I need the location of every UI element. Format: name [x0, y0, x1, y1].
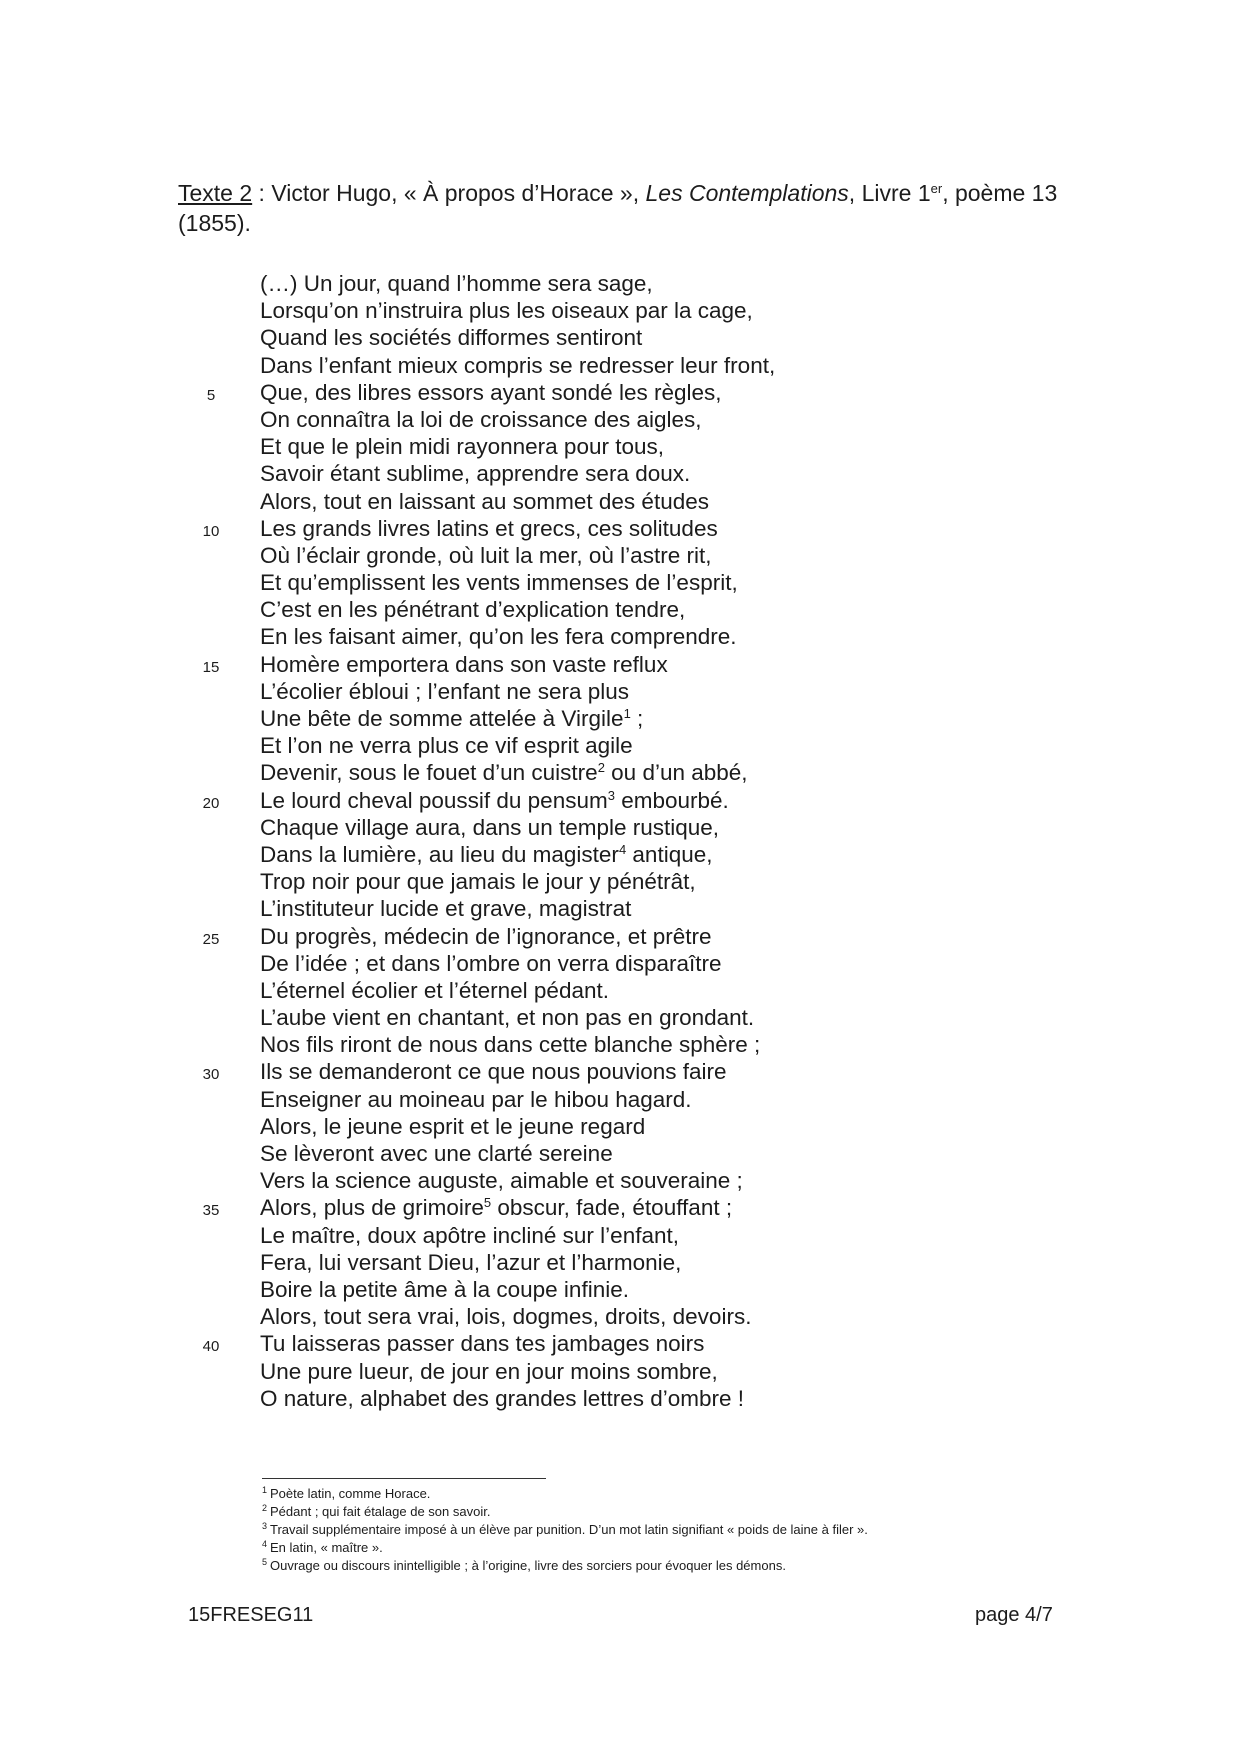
- verse-tail: obscur, fade, étouffant ;: [491, 1195, 733, 1221]
- poem-line: [0, 814, 1240, 841]
- footnote-number: 1: [262, 1485, 268, 1495]
- poem-line: [0, 379, 1240, 406]
- poem-line: [0, 352, 1240, 379]
- line-text: [260, 1167, 743, 1194]
- line-text: [260, 596, 685, 623]
- book-suffix: , poème 13: [942, 180, 1058, 206]
- author-title: : Victor Hugo, « À propos d’Horace »,: [252, 180, 646, 206]
- verse-tail: antique,: [626, 841, 713, 867]
- line-text: [260, 515, 718, 542]
- verse-text: Dans l’enfant mieux compris se redresser leur front,: [260, 352, 776, 378]
- verse-text: Que, des libres essors ayant sondé les règles,: [260, 379, 722, 405]
- line-text: [260, 270, 653, 297]
- verse-text: Tu laisseras passer dans tes jambages noirs: [260, 1331, 705, 1357]
- verse-text: Et l’on ne verra plus ce vif esprit agile: [260, 733, 633, 759]
- footnote-number: 2: [262, 1503, 268, 1513]
- footnote: [262, 1485, 1162, 1503]
- poem-line: [0, 1330, 1240, 1357]
- poem-line: [0, 678, 1240, 705]
- line-text: [260, 1385, 744, 1412]
- verse-tail: embourbé.: [614, 787, 729, 813]
- footnote-ref: 3: [607, 787, 615, 803]
- poem-line: [0, 433, 1240, 460]
- verse-text: Et que le plein midi rayonnera pour tous,: [260, 434, 664, 460]
- exam-code: 15FRESEG11: [188, 1604, 314, 1626]
- line-text: [260, 814, 719, 841]
- line-text: [260, 1194, 732, 1221]
- poem-line: [0, 1140, 1240, 1167]
- line-text: [260, 324, 642, 351]
- poem-line: [0, 1031, 1240, 1058]
- work-title: Les Contemplations: [645, 180, 849, 206]
- verse-text: Alors, tout en laissant au sommet des études: [260, 488, 709, 514]
- verse-text: O nature, alphabet des grandes lettres d’ombre !: [260, 1385, 745, 1411]
- poem-line: [0, 705, 1240, 732]
- verse-text: C’est en les pénétrant d’explication tendre,: [260, 597, 686, 623]
- footnote-ref: 5: [483, 1195, 492, 1211]
- page-number: page 4/7: [975, 1604, 1053, 1626]
- footnote-text: Travail supplémentaire imposé à un élève par punition. D’un mot latin signifiant « poids de laine à filer ».: [270, 1522, 868, 1537]
- verse-text: Alors, le jeune esprit et le jeune regard: [260, 1113, 646, 1139]
- verse-text: Ils se demanderont ce que nous pouvions faire: [260, 1059, 727, 1085]
- book-ordinal: er: [930, 181, 943, 196]
- line-number: 25: [202, 930, 220, 948]
- verse-text: Quand les sociétés difformes sentiront: [260, 325, 643, 351]
- poem-line: [0, 297, 1240, 324]
- poem-line: [0, 787, 1240, 814]
- poem-line: [0, 596, 1240, 623]
- line-text: [260, 651, 668, 678]
- verse-text: Du progrès, médecin de l’ignorance, et prêtre: [260, 923, 712, 949]
- line-number: 15: [202, 658, 220, 676]
- footnote: [262, 1539, 1162, 1557]
- book-prefix: , Livre 1: [848, 180, 931, 206]
- poem-line: [0, 324, 1240, 351]
- line-text: [260, 950, 721, 977]
- footnote: [262, 1521, 1162, 1539]
- line-number: 40: [202, 1338, 220, 1356]
- footnote-text: Ouvrage ou discours inintelligible ; à l’origine, livre des sorciers pour évoquer les démons.: [270, 1558, 786, 1573]
- line-text: [260, 1004, 754, 1031]
- line-text: [260, 759, 748, 786]
- verse-text: L’aube vient en chantant, et non pas en grondant.: [260, 1005, 755, 1031]
- poem-line: [0, 1303, 1240, 1330]
- verse-text: Où l’éclair gronde, où luit la mer, où l’astre rit,: [260, 542, 712, 568]
- footnote-ref: 2: [597, 760, 605, 776]
- poem-line: [0, 732, 1240, 759]
- verse-text: Le maître, doux apôtre incliné sur l’enfant,: [260, 1222, 679, 1248]
- poem-line: [0, 569, 1240, 596]
- poem-line: [0, 895, 1240, 922]
- line-text: [260, 1276, 629, 1303]
- line-text: [260, 623, 737, 650]
- verse-tail: ou d’un abbé,: [604, 760, 748, 786]
- line-text: [260, 1113, 645, 1140]
- poem-line: [0, 542, 1240, 569]
- poem-line: [0, 1113, 1240, 1140]
- footnote-number: 5: [262, 1557, 268, 1567]
- poem-line: [0, 1194, 1240, 1221]
- line-text: [260, 542, 711, 569]
- verse-text: Le lourd cheval poussif du pensum: [260, 787, 608, 813]
- line-text: [260, 297, 753, 324]
- verse-text: L’instituteur lucide et grave, magistrat: [260, 896, 632, 922]
- footnote-divider: [262, 1478, 546, 1479]
- poem-line: [0, 950, 1240, 977]
- verse-text: Trop noir pour que jamais le jour y pénétrât,: [260, 869, 696, 895]
- line-text: [260, 1358, 718, 1385]
- verse-text: Devenir, sous le fouet d’un cuistre: [260, 760, 598, 786]
- verse-text: En les faisant aimer, qu’on les fera comprendre.: [260, 624, 737, 650]
- line-text: [260, 569, 738, 596]
- line-text: [260, 705, 643, 732]
- line-text: [260, 977, 609, 1004]
- poem-line: [0, 759, 1240, 786]
- poem-line: [0, 1004, 1240, 1031]
- poem-line: [0, 1276, 1240, 1303]
- verse-text: Une bête de somme attelée à Virgile: [260, 706, 624, 731]
- line-text: [260, 488, 709, 515]
- poem-line: [0, 270, 1240, 297]
- text-header: [178, 178, 1098, 238]
- line-text: [260, 460, 690, 487]
- verse-text: Les grands livres latins et grecs, ces solitudes: [260, 515, 718, 541]
- verse-tail: ;: [630, 706, 644, 731]
- verse-text: Dans la lumière, au lieu du magister: [260, 841, 619, 867]
- line-text: [260, 1031, 760, 1058]
- footnote-text: Pédant ; qui fait étalage de son savoir.: [270, 1504, 491, 1519]
- poem-line: [0, 406, 1240, 433]
- verse-text: L’écolier ébloui ; l’enfant ne sera plus: [260, 678, 629, 704]
- verse-text: (…) Un jour, quand l’homme sera sage,: [260, 271, 653, 296]
- line-number: 10: [202, 522, 220, 540]
- verse-text: Se lèveront avec une clarté sereine: [260, 1141, 613, 1166]
- verse-text: Homère emportera dans son vaste reflux: [260, 651, 668, 677]
- poem-line: [0, 977, 1240, 1004]
- verse-text: On connaîtra la loi de croissance des aigles,: [260, 406, 702, 432]
- line-text: [260, 732, 633, 759]
- verse-text: Chaque village aura, dans un temple rustique,: [260, 814, 720, 840]
- poem-line: [0, 1385, 1240, 1412]
- footnote: [262, 1557, 1162, 1575]
- poem-line: [0, 1086, 1240, 1113]
- poem-line: [0, 623, 1240, 650]
- footnotes: [262, 1485, 1162, 1575]
- line-text: [260, 678, 629, 705]
- line-number: 5: [206, 386, 216, 404]
- poem-line: [0, 488, 1240, 515]
- verse-text: Lorsqu’on n’instruira plus les oiseaux par la cage,: [260, 298, 753, 324]
- poem-line: [0, 1358, 1240, 1385]
- line-text: [260, 841, 713, 868]
- poem-line: [0, 1222, 1240, 1249]
- line-text: [260, 1249, 681, 1276]
- verse-text: Alors, tout sera vrai, lois, dogmes, droits, devoirs.: [260, 1304, 752, 1330]
- verse-text: L’éternel écolier et l’éternel pédant.: [260, 977, 609, 1003]
- verse-text: Alors, plus de grimoire: [260, 1195, 484, 1221]
- footnote-number: 4: [262, 1539, 268, 1549]
- poem-line: [0, 841, 1240, 868]
- publication-date: (1855).: [178, 210, 251, 236]
- line-text: [260, 1058, 727, 1085]
- line-text: [260, 379, 722, 406]
- line-text: [260, 1330, 704, 1357]
- footnote-number: 3: [262, 1521, 268, 1531]
- verse-text: Enseigner au moineau par le hibou hagard.: [260, 1086, 692, 1112]
- footnote-text: Poète latin, comme Horace.: [270, 1486, 431, 1501]
- line-text: [260, 1086, 692, 1113]
- poem-line: [0, 1167, 1240, 1194]
- footnote: [262, 1503, 1162, 1521]
- poem-line: [0, 515, 1240, 542]
- verse-text: Et qu’emplissent les vents immenses de l’esprit,: [260, 570, 738, 596]
- line-number: 35: [202, 1202, 220, 1220]
- line-text: [260, 406, 702, 433]
- verse-text: Vers la science auguste, aimable et souveraine ;: [260, 1168, 743, 1194]
- line-text: [260, 433, 664, 460]
- footnote-ref: 1: [623, 706, 631, 721]
- poem-line: [0, 1058, 1240, 1085]
- verse-text: Savoir étant sublime, apprendre sera doux.: [260, 461, 691, 487]
- line-text: [260, 1222, 679, 1249]
- footnote-ref: 4: [618, 841, 627, 857]
- footnote-text: En latin, « maître ».: [270, 1540, 383, 1555]
- line-text: [260, 1303, 751, 1330]
- line-text: [260, 1140, 613, 1167]
- verse-text: De l’idée ; et dans l’ombre on verra disparaître: [260, 950, 722, 976]
- verse-text: Une pure lueur, de jour en jour moins sombre,: [260, 1358, 718, 1384]
- line-text: [260, 868, 696, 895]
- poem: [0, 270, 1240, 1412]
- verse-text: Fera, lui versant Dieu, l’azur et l’harmonie,: [260, 1249, 682, 1275]
- verse-text: Boire la petite âme à la coupe infinie.: [260, 1276, 629, 1302]
- poem-line: [0, 923, 1240, 950]
- line-text: [260, 787, 729, 814]
- line-text: [260, 923, 712, 950]
- poem-line: [0, 651, 1240, 678]
- line-number: 30: [202, 1066, 220, 1084]
- line-text: [260, 352, 775, 379]
- text-label: Texte 2: [178, 180, 253, 206]
- poem-line: [0, 868, 1240, 895]
- line-number: 20: [202, 794, 220, 812]
- poem-line: [0, 1249, 1240, 1276]
- line-text: [260, 895, 631, 922]
- verse-text: Nos fils riront de nous dans cette blanche sphère ;: [260, 1032, 761, 1058]
- poem-line: [0, 460, 1240, 487]
